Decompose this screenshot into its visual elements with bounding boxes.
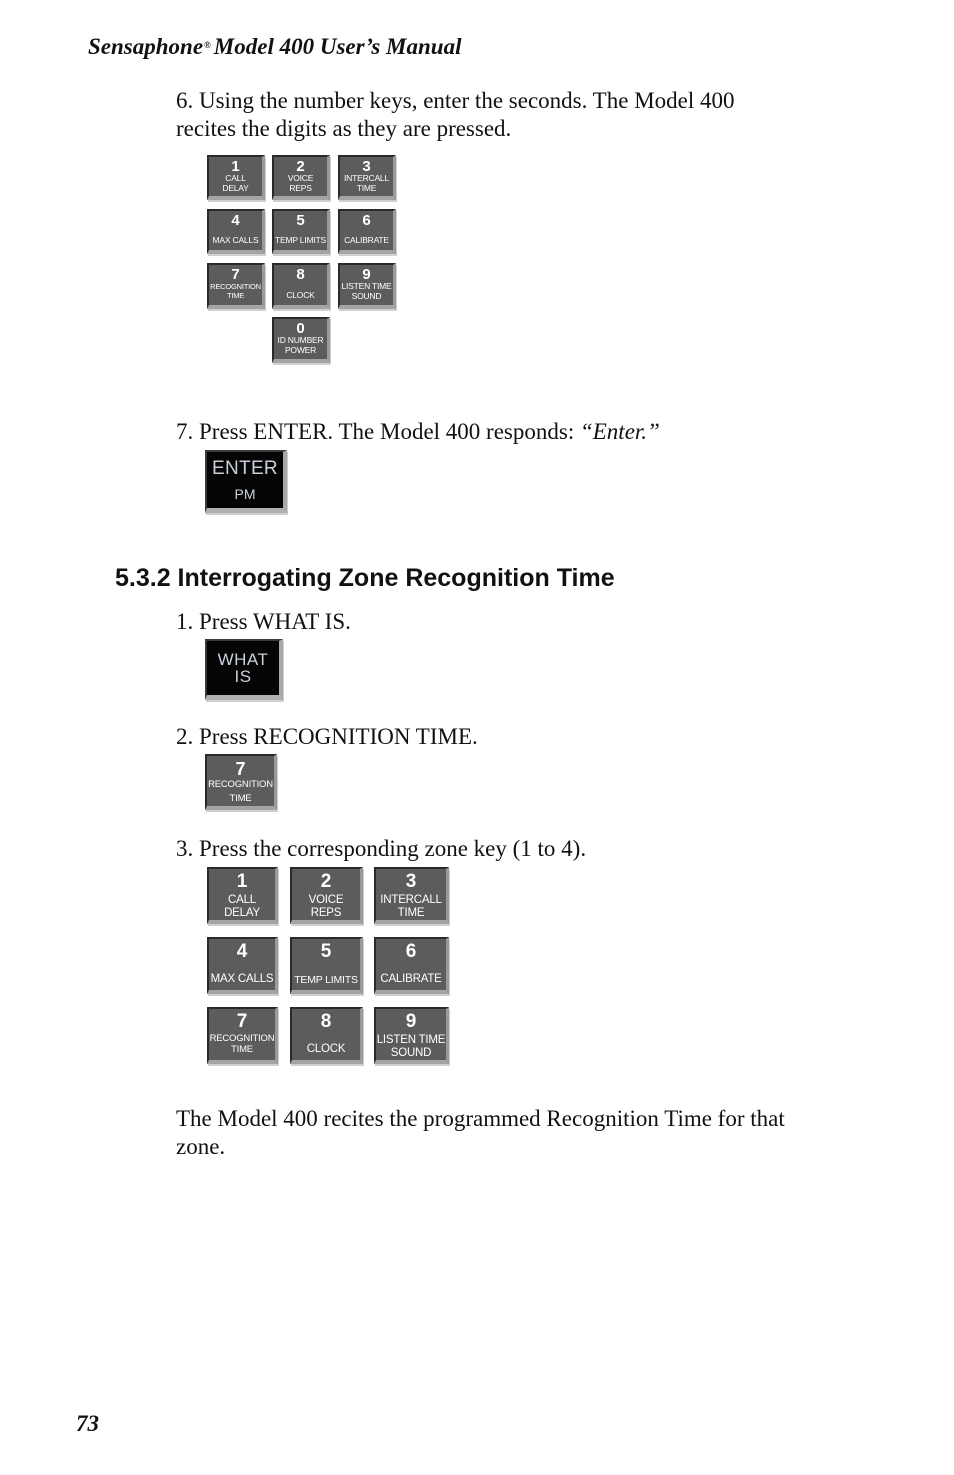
step-6-line-2: recites the digits as they are pressed. [176,116,512,141]
key-number: 2 [296,158,305,175]
key-0-id-number-power[interactable] [272,317,330,363]
zone-key-3-intercall-time[interactable] [374,867,449,924]
key-label: VOICE [308,894,344,906]
key-1-call-delay[interactable] [207,155,265,200]
key-number: 6 [405,941,417,962]
zone-key-7-recognition-time[interactable] [207,1007,278,1064]
key-label: MAX CALLS [212,235,259,246]
key-label: TEMP LIMITS [294,973,358,986]
zone-key-9-listen-time-sound[interactable] [374,1007,449,1064]
enter-key-sublabel: PM [234,486,256,502]
key-number: 8 [320,1011,332,1032]
what-is-key[interactable] [205,639,283,700]
key-label: DELAY [224,907,260,920]
key-8-clock[interactable] [272,263,330,309]
closing-line-2: zone. [176,1134,226,1159]
step-6-line-1: 6. Using the number keys, enter the seconds. The Model 400 [176,88,735,113]
header-title: Model 400 User’s Manual [213,34,462,59]
key-number: 1 [236,871,248,892]
key-label: INTERCALL [380,894,442,906]
key-label: CALL [225,173,246,183]
zone-key-8-clock[interactable] [290,1007,363,1064]
key-label: TIME [229,792,252,804]
key-number: 7 [231,266,240,283]
step-6-text [176,87,735,143]
key-label: ID NUMBER [277,335,324,345]
key-number: 7 [236,1011,248,1032]
key-label: RECOGNITION [209,1033,275,1044]
key-5-temp-limits[interactable] [272,209,330,254]
key-number: 5 [296,212,305,229]
key-number: 3 [362,158,371,175]
key-label: MAX CALLS [210,972,274,985]
zone-key-6-calibrate[interactable] [374,937,449,994]
key-number: 1 [231,158,240,175]
closing-line-1: The Model 400 recites the programmed Recognition Time for that [176,1106,785,1131]
key-number: 4 [236,941,248,962]
what-is-key-line-2: IS [234,667,252,686]
key-number: 3 [405,871,417,892]
key-6-calibrate[interactable] [338,209,396,254]
key-label: LISTEN TIME [341,281,392,291]
section-step-1: 1. Press WHAT IS. [176,609,351,634]
key-label: TIME [356,182,377,193]
key-label: TIME [397,907,425,920]
page-header [88,34,461,60]
section-heading: 5.3.2 Interrogating Zone Recognition Time [115,564,615,592]
closing-text [176,1105,785,1161]
key-9-listen-time-sound[interactable] [338,263,396,309]
key-label: POWER [284,344,317,355]
key-label: VOICE [287,173,314,183]
key-number: 8 [296,266,305,283]
key-label: TEMP LIMITS [274,235,326,246]
key-4-max-calls[interactable] [207,209,265,254]
zone-key-2-voice-reps[interactable] [290,867,363,924]
section-step-2: 2. Press RECOGNITION TIME. [176,724,478,749]
key-label: INTERCALL [344,173,389,183]
key-label: RECOGNITION [210,282,261,291]
key-label: SOUND [351,290,382,301]
key-7-recognition-time[interactable] [207,263,265,309]
key-number: 5 [320,941,332,962]
key-label: CLOCK [306,1042,346,1055]
step-7-instruction: 7. Press ENTER. The Model 400 responds: [176,419,580,444]
section-step-3: 3. Press the corresponding zone key (1 to 4). [176,836,587,861]
key-number: 7 [235,759,246,779]
key-3-intercall-time[interactable] [338,155,396,200]
what-is-key-line-1: WHAT [217,650,269,669]
recognition-time-key[interactable] [205,754,277,810]
enter-key[interactable] [205,450,287,513]
header-brand: Sensaphone [88,34,204,59]
key-label: CALIBRATE [344,235,389,246]
key-number: 2 [320,871,332,892]
key-number: 9 [405,1011,417,1032]
registered-mark: ® [204,40,211,50]
key-label: CALL [228,894,256,906]
key-label: CLOCK [286,290,315,301]
key-label: DELAY [222,182,249,193]
page-number: 73 [76,1411,99,1436]
key-label: REPS [310,907,342,920]
key-label: TIME [231,1043,253,1055]
step-7-response: “Enter.” [579,419,660,444]
key-label: REPS [289,182,312,193]
key-label: SOUND [390,1047,432,1060]
key-number: 9 [362,266,371,283]
key-label: LISTEN TIME [376,1034,446,1046]
key-label: CALIBRATE [380,972,442,985]
key-number: 0 [296,320,305,337]
key-label: RECOGNITION [208,779,273,790]
key-number: 4 [231,212,240,229]
key-label: TIME [226,290,245,300]
key-number: 6 [362,212,371,229]
zone-key-4-max-calls[interactable] [207,937,278,994]
enter-key-label: ENTER [212,458,278,479]
step-7-text [176,418,660,446]
key-2-voice-reps[interactable] [272,155,330,200]
zone-key-5-temp-limits[interactable] [290,937,363,994]
zone-key-1-call-delay[interactable] [207,867,278,924]
